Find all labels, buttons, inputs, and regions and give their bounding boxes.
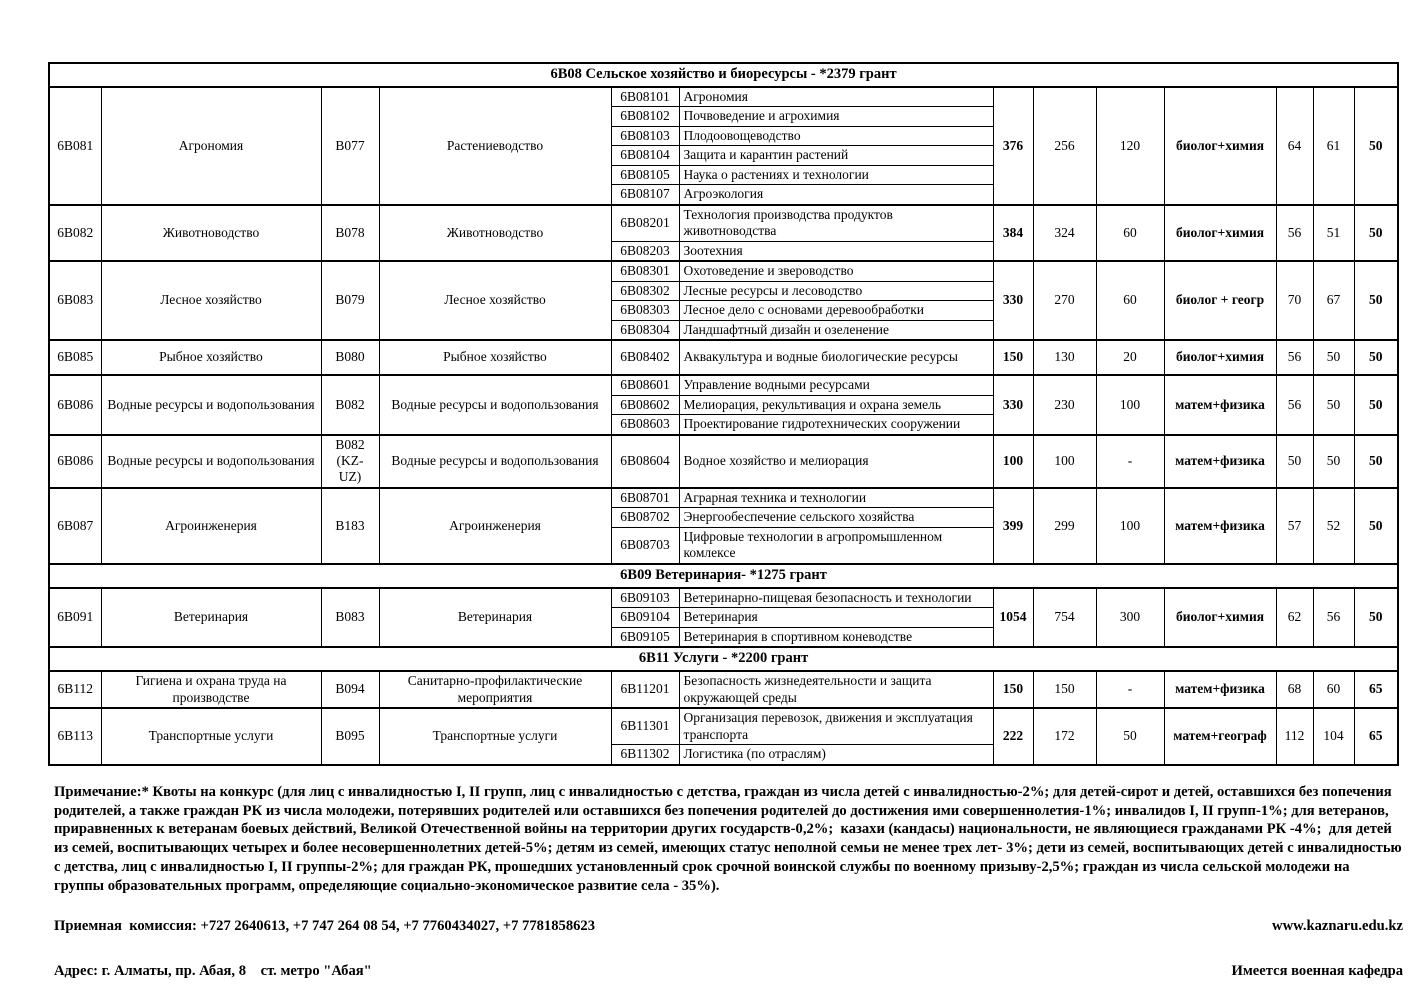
program-name-cell: Ветеринария (679, 608, 993, 627)
program-code-cell: 6В08604 (611, 435, 679, 488)
score-col2-cell: 60 (1313, 671, 1354, 708)
score-col2-cell: 51 (1313, 205, 1354, 261)
subjects-cell: биолог+химия (1164, 340, 1276, 375)
score-col2-cell: 52 (1313, 488, 1354, 564)
group-code-cell: 6В086 (49, 435, 101, 488)
subjects-cell: биолог + геогр (1164, 261, 1276, 340)
program-name-cell: Агроэкология (679, 185, 993, 205)
score-col3-cell: 50 (1354, 340, 1398, 375)
military-department-text: Имеется военная кафедра (1231, 963, 1403, 980)
score-col1-cell: 64 (1276, 87, 1313, 205)
group-code-cell: 6В081 (49, 87, 101, 205)
grants-col2-cell: 150 (1033, 671, 1096, 708)
group-code-cell: 6В082 (49, 205, 101, 261)
total-grants-cell: 100 (993, 435, 1033, 488)
grants-col3-cell: - (1096, 671, 1164, 708)
program-row (49, 588, 1398, 608)
bcode-cell: В078 (321, 205, 379, 261)
program-row (49, 261, 1398, 281)
grants-col2-cell: 270 (1033, 261, 1096, 340)
program-code-cell: 6В08105 (611, 165, 679, 184)
bcode-cell: В082 (KZ-UZ) (321, 435, 379, 488)
score-col1-cell: 50 (1276, 435, 1313, 488)
bcode-cell: В082 (321, 375, 379, 434)
program-name-cell: Управление водными ресурсами (679, 375, 993, 395)
grants-col3-cell: 300 (1096, 588, 1164, 647)
total-grants-cell: 376 (993, 87, 1033, 205)
program-name-cell: Защита и карантин растений (679, 146, 993, 165)
grants-col3-cell: 60 (1096, 205, 1164, 261)
grants-col2-cell: 256 (1033, 87, 1096, 205)
total-grants-cell: 150 (993, 671, 1033, 708)
direction-cell: Лесное хозяйство (379, 261, 611, 340)
subjects-cell: биолог+химия (1164, 205, 1276, 261)
program-name-cell: Логистика (по отраслям) (679, 745, 993, 765)
program-name-cell: Технология производства продуктов животноводства (679, 205, 993, 241)
group-code-cell: 6В085 (49, 340, 101, 375)
program-code-cell: 6В08703 (611, 527, 679, 563)
direction-cell: Водные ресурсы и водопользования (379, 435, 611, 488)
program-name-cell: Водное хозяйство и мелиорация (679, 435, 993, 488)
bcode-cell: В079 (321, 261, 379, 340)
subjects-cell: матем+физика (1164, 488, 1276, 564)
group-name-cell: Гигиена и охрана труда на производстве (101, 671, 321, 708)
bcode-cell: В095 (321, 708, 379, 764)
program-name-cell: Лесные ресурсы и лесоводство (679, 281, 993, 300)
section-title: 6В11 Услуги - *2200 грант (49, 647, 1398, 671)
total-grants-cell: 330 (993, 261, 1033, 340)
group-name-cell: Транспортные услуги (101, 708, 321, 764)
score-col3-cell: 50 (1354, 261, 1398, 340)
grants-col3-cell: 100 (1096, 488, 1164, 564)
score-col1-cell: 56 (1276, 375, 1313, 434)
address-text: Адрес: г. Алматы, пр. Абая, 8 ст. метро "Абая" (54, 963, 372, 980)
program-name-cell: Проектирование гидротехнических сооружении (679, 415, 993, 435)
group-code-cell: 6В087 (49, 488, 101, 564)
program-name-cell: Ветеринарно-пищевая безопасность и технологии (679, 588, 993, 608)
score-col2-cell: 50 (1313, 340, 1354, 375)
total-grants-cell: 222 (993, 708, 1033, 764)
group-name-cell: Агроинженерия (101, 488, 321, 564)
score-col1-cell: 68 (1276, 671, 1313, 708)
score-col3-cell: 50 (1354, 375, 1398, 434)
grants-col2-cell: 299 (1033, 488, 1096, 564)
score-col2-cell: 50 (1313, 435, 1354, 488)
section-header-row (49, 647, 1398, 671)
group-name-cell: Водные ресурсы и водопользования (101, 375, 321, 434)
group-name-cell: Лесное хозяйство (101, 261, 321, 340)
program-code-cell: 6В08602 (611, 395, 679, 414)
website-text: www.kaznaru.edu.kz (1272, 918, 1403, 935)
group-name-cell: Агрономия (101, 87, 321, 205)
group-code-cell: 6В112 (49, 671, 101, 708)
group-name-cell: Ветеринария (101, 588, 321, 647)
grants-col3-cell: - (1096, 435, 1164, 488)
program-name-cell: Наука о растениях и технологии (679, 165, 993, 184)
grants-col2-cell: 324 (1033, 205, 1096, 261)
grants-col2-cell: 172 (1033, 708, 1096, 764)
section-title: 6В08 Сельское хозяйство и биоресурсы - *2379 грант (49, 63, 1398, 87)
program-name-cell: Почвоведение и агрохимия (679, 107, 993, 126)
score-col1-cell: 70 (1276, 261, 1313, 340)
grants-col2-cell: 130 (1033, 340, 1096, 375)
footer-block (54, 783, 1406, 981)
score-col2-cell: 56 (1313, 588, 1354, 647)
grants-col2-cell: 100 (1033, 435, 1096, 488)
grants-col3-cell: 60 (1096, 261, 1164, 340)
grants-col2-cell: 230 (1033, 375, 1096, 434)
program-code-cell: 6В09104 (611, 608, 679, 627)
subjects-cell: матем+географ (1164, 708, 1276, 764)
program-row (49, 87, 1398, 107)
direction-cell: Рыбное хозяйство (379, 340, 611, 375)
grants-col3-cell: 20 (1096, 340, 1164, 375)
group-code-cell: 6В091 (49, 588, 101, 647)
bcode-cell: В080 (321, 340, 379, 375)
total-grants-cell: 330 (993, 375, 1033, 434)
subjects-cell: биолог+химия (1164, 87, 1276, 205)
program-row (49, 340, 1398, 375)
score-col3-cell: 50 (1354, 205, 1398, 261)
program-row (49, 671, 1398, 708)
program-name-cell: Цифровые технологии в агропромышленном комлексе (679, 527, 993, 563)
program-row (49, 375, 1398, 395)
direction-cell: Агроинженерия (379, 488, 611, 564)
admission-programs-table (48, 62, 1399, 766)
program-row (49, 708, 1398, 744)
address-row (54, 963, 1403, 980)
grants-col2-cell: 754 (1033, 588, 1096, 647)
program-code-cell: 6В11302 (611, 745, 679, 765)
direction-cell: Ветеринария (379, 588, 611, 647)
program-name-cell: Ветеринария в спортивном коневодстве (679, 627, 993, 647)
subjects-cell: матем+физика (1164, 671, 1276, 708)
program-code-cell: 6В08402 (611, 340, 679, 375)
program-name-cell: Мелиорация, рекультивация и охрана земель (679, 395, 993, 414)
program-name-cell: Безопасность жизнедеятельности и защита окружающей среды (679, 671, 993, 708)
score-col3-cell: 50 (1354, 87, 1398, 205)
score-col1-cell: 62 (1276, 588, 1313, 647)
program-row (49, 435, 1398, 488)
section-title: 6В09 Ветеринария- *1275 грант (49, 564, 1398, 588)
group-code-cell: 6В083 (49, 261, 101, 340)
bcode-cell: В183 (321, 488, 379, 564)
grants-col3-cell: 120 (1096, 87, 1164, 205)
program-name-cell: Энергообеспечение сельского хозяйства (679, 508, 993, 527)
score-col2-cell: 50 (1313, 375, 1354, 434)
group-name-cell: Рыбное хозяйство (101, 340, 321, 375)
program-name-cell: Плодоовощеводство (679, 126, 993, 145)
program-code-cell: 6В08102 (611, 107, 679, 126)
score-col3-cell: 50 (1354, 488, 1398, 564)
bcode-cell: В083 (321, 588, 379, 647)
section-header-row (49, 63, 1398, 87)
admission-phones: Приемная комиссия: +727 2640613, +7 747 264 08 54, +7 7760434027, +7 7781858623 (54, 918, 596, 935)
group-name-cell: Животноводство (101, 205, 321, 261)
program-code-cell: 6В08702 (611, 508, 679, 527)
program-name-cell: Зоотехния (679, 241, 993, 261)
subjects-cell: матем+физика (1164, 375, 1276, 434)
table-body (49, 63, 1398, 765)
contacts-row (54, 918, 1403, 935)
program-name-cell: Организация перевозок, движения и эксплуатация транспорта (679, 708, 993, 744)
program-code-cell: 6В08103 (611, 126, 679, 145)
program-code-cell: 6В08101 (611, 87, 679, 107)
program-name-cell: Лесное дело с основами деревообработки (679, 301, 993, 320)
program-name-cell: Ландшафтный дизайн и озеленение (679, 320, 993, 340)
program-code-cell: 6В08301 (611, 261, 679, 281)
total-grants-cell: 399 (993, 488, 1033, 564)
score-col2-cell: 67 (1313, 261, 1354, 340)
program-row (49, 488, 1398, 508)
program-code-cell: 6В09105 (611, 627, 679, 647)
bcode-cell: В094 (321, 671, 379, 708)
program-name-cell: Аквакультура и водные биологические ресурсы (679, 340, 993, 375)
bcode-cell: В077 (321, 87, 379, 205)
direction-cell: Водные ресурсы и водопользования (379, 375, 611, 434)
program-name-cell: Охотоведение и звероводство (679, 261, 993, 281)
total-grants-cell: 1054 (993, 588, 1033, 647)
note-paragraph: Примечание:* Квоты на конкурс (для лиц с инвалидностью I, II групп, лиц с инвалидностью с детства, граждан из числа детей с инвалидностью-2%; для детей-сирот и детей, оставшихся без попечения родителей, а также граждан РК из числа молодежи, потерявших родителей или оставшихся без попечения родителей до достижения ими совершеннолетия-1%; инвалидов I, II групп-1%; для ветеранов, приравненных к ветеранам боевых действий, Великой Отечественной войны на территории других государств-0,2%; казахи (кандасы) национальности, не являющиеся гражданами РК -4%; для детей из семей, воспитывающих четырех и более несовершеннолетних детей-5%; детям из семей, имеющих статус неполной семьи не менее трех лет- 3%; дети из семей, воспитывающих детей с инвалидностью с детства, лиц с инвалидностью I, II группы-2%; для граждан РК, прошедших установленный срок срочной воинской службы по военному призыву-2,5%; граждан из числа сельской молодежи на группы образовательных программ, определяющие социально-экономическое развитие села - 35%). (54, 783, 1406, 895)
score-col2-cell: 104 (1313, 708, 1354, 764)
program-code-cell: 6В08203 (611, 241, 679, 261)
program-code-cell: 6В08601 (611, 375, 679, 395)
program-code-cell: 6В11201 (611, 671, 679, 708)
score-col3-cell: 65 (1354, 708, 1398, 764)
program-code-cell: 6В08603 (611, 415, 679, 435)
program-name-cell: Агрономия (679, 87, 993, 107)
total-grants-cell: 150 (993, 340, 1033, 375)
direction-cell: Санитарно-профилактические мероприятия (379, 671, 611, 708)
score-col2-cell: 61 (1313, 87, 1354, 205)
program-code-cell: 6В09103 (611, 588, 679, 608)
score-col1-cell: 56 (1276, 340, 1313, 375)
program-code-cell: 6В08107 (611, 185, 679, 205)
score-col1-cell: 56 (1276, 205, 1313, 261)
program-code-cell: 6В11301 (611, 708, 679, 744)
grants-col3-cell: 100 (1096, 375, 1164, 434)
score-col1-cell: 112 (1276, 708, 1313, 764)
section-header-row (49, 564, 1398, 588)
program-code-cell: 6В08701 (611, 488, 679, 508)
program-code-cell: 6В08303 (611, 301, 679, 320)
program-row (49, 205, 1398, 241)
score-col3-cell: 65 (1354, 671, 1398, 708)
group-name-cell: Водные ресурсы и водопользования (101, 435, 321, 488)
program-code-cell: 6В08201 (611, 205, 679, 241)
direction-cell: Животноводство (379, 205, 611, 261)
score-col1-cell: 57 (1276, 488, 1313, 564)
total-grants-cell: 384 (993, 205, 1033, 261)
group-code-cell: 6В086 (49, 375, 101, 434)
grants-col3-cell: 50 (1096, 708, 1164, 764)
program-name-cell: Аграрная техника и технологии (679, 488, 993, 508)
subjects-cell: биолог+химия (1164, 588, 1276, 647)
subjects-cell: матем+физика (1164, 435, 1276, 488)
direction-cell: Растениеводство (379, 87, 611, 205)
direction-cell: Транспортные услуги (379, 708, 611, 764)
group-code-cell: 6В113 (49, 708, 101, 764)
score-col3-cell: 50 (1354, 435, 1398, 488)
program-code-cell: 6В08304 (611, 320, 679, 340)
program-code-cell: 6В08104 (611, 146, 679, 165)
program-code-cell: 6В08302 (611, 281, 679, 300)
score-col3-cell: 50 (1354, 588, 1398, 647)
